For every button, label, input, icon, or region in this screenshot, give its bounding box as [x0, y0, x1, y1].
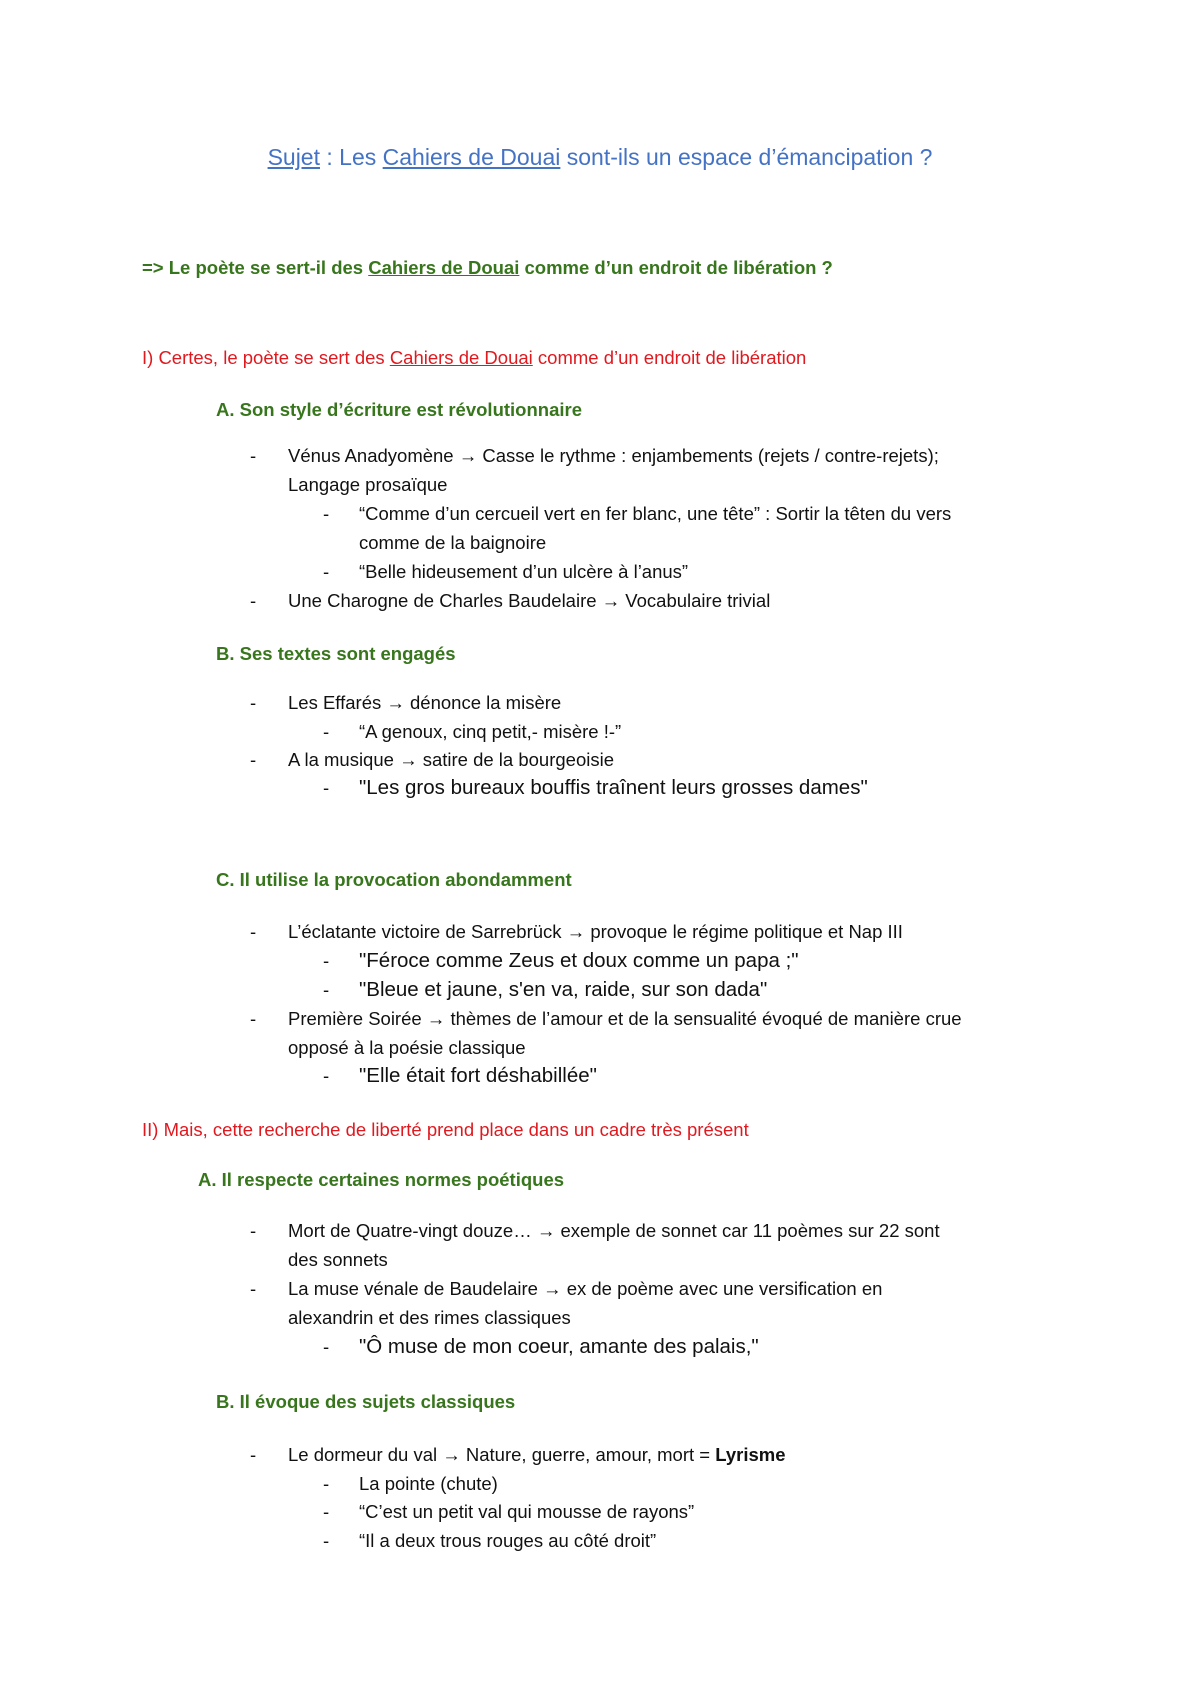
part1-heading — [142, 344, 806, 372]
bullet-dash: - — [323, 561, 330, 582]
part1-B-heading: B. Ses textes sont engagés — [216, 643, 456, 664]
bullet-dash: - — [250, 590, 257, 611]
bullet-text: "Elle était fort déshabillée" — [359, 1064, 597, 1087]
bullet-text: L’éclatante victoire de Sarrebrück → provoque le régime politique et Nap III — [288, 921, 903, 942]
bullet-text: "Les gros bureaux bouffis traînent leurs grosses dames" — [359, 776, 868, 799]
bullet-text-pre: Le dormeur du val → Nature, guerre, amour, mort = — [288, 1444, 716, 1465]
problematique — [142, 257, 833, 279]
bullet-dash: - — [323, 503, 330, 524]
bullet-dash: - — [250, 1220, 257, 1241]
bullet-dash: - — [250, 1008, 257, 1029]
part1-C-heading: C. Il utilise la provocation abondamment — [216, 869, 572, 890]
bullet-dash: - — [250, 1444, 257, 1465]
bullet-text-cont: Langage prosaïque — [288, 474, 448, 495]
question-prefix: => Le poète se sert-il des — [142, 257, 369, 278]
bullet-text: "Bleue et jaune, s'en va, raide, sur son dada" — [359, 978, 768, 1001]
bullet-text: A la musique → satire de la bourgeoisie — [288, 749, 614, 770]
bullet-text: Les Effarés → dénonce la misère — [288, 692, 562, 713]
title-sep: : Les — [320, 144, 383, 170]
title-sujet: Sujet — [267, 144, 320, 170]
bullet-dash: - — [323, 777, 330, 798]
bullet-text: “Comme d’un cercueil vert en fer blanc, une tête” : Sortir la têten du vers — [359, 503, 952, 524]
bullet-text: “C’est un petit val qui mousse de rayons” — [359, 1501, 695, 1522]
bullet-dash: - — [323, 950, 330, 971]
part2-B-heading: B. Il évoque des sujets classiques — [216, 1391, 516, 1412]
bullet-text: Une Charogne de Charles Baudelaire → Vocabulaire trivial — [288, 590, 771, 611]
part1-rest: comme d’un endroit de libération — [532, 347, 807, 368]
bullet-text: “Il a deux trous rouges au côté droit” — [359, 1530, 657, 1551]
bullet-dash: - — [323, 1473, 330, 1494]
bullet-text: “A genoux, cinq petit,- misère !-” — [359, 721, 622, 742]
part1-work: Cahiers de Douai — [389, 347, 533, 368]
bullet-dash: - — [323, 721, 330, 742]
bullet-text: "Féroce comme Zeus et doux comme un papa ;" — [359, 949, 799, 972]
part1-prefix: I) Certes, le poète se sert des — [142, 347, 390, 368]
bullet-text: "Ô muse de mon coeur, amante des palais," — [359, 1335, 759, 1358]
bullet-dash: - — [323, 979, 330, 1000]
question-rest: comme d’un endroit de libération ? — [519, 257, 833, 278]
title-work: Cahiers de Douai — [382, 144, 561, 170]
document-title — [0, 144, 1200, 171]
bullet-dash: - — [323, 1501, 330, 1522]
bullet-text-cont: opposé à la poésie classique — [288, 1037, 526, 1058]
bullet-text — [288, 1441, 786, 1469]
bullet-dash: - — [250, 1278, 257, 1299]
bullet-dash: - — [323, 1530, 330, 1551]
bullet-text: Première Soirée → thèmes de l’amour et de la sensualité évoqué de manière crue — [288, 1008, 962, 1029]
title-rest: sont-ils un espace d’émancipation ? — [560, 144, 933, 170]
bullet-text-cont: des sonnets — [288, 1249, 388, 1270]
part2-heading: II) Mais, cette recherche de liberté prend place dans un cadre très présent — [142, 1119, 749, 1140]
bullet-dash: - — [323, 1065, 330, 1086]
bullet-dash: - — [250, 445, 257, 466]
bullet-text: La pointe (chute) — [359, 1473, 498, 1494]
part2-A-heading: A. Il respecte certaines normes poétiques — [198, 1169, 565, 1190]
bullet-text-cont: comme de la baignoire — [359, 532, 547, 553]
bullet-text: “Belle hideusement d’un ulcère à l’anus” — [359, 561, 689, 582]
bullet-dash: - — [323, 1336, 330, 1357]
bullet-text: Mort de Quatre-vingt douze… → exemple de sonnet car 11 poèmes sur 22 sont — [288, 1220, 940, 1241]
bullet-dash: - — [250, 749, 257, 770]
bullet-text: La muse vénale de Baudelaire → ex de poème avec une versification en — [288, 1278, 883, 1299]
bullet-text: Vénus Anadyomène → Casse le rythme : enjambements (rejets / contre-rejets); — [288, 445, 939, 466]
part1-A-heading: A. Son style d’écriture est révolutionnaire — [216, 399, 582, 420]
bullet-text-cont: alexandrin et des rimes classiques — [288, 1307, 571, 1328]
bullet-dash: - — [250, 692, 257, 713]
bullet-text-bold: Lyrisme — [715, 1444, 786, 1465]
bullet-dash: - — [250, 921, 257, 942]
question-work: Cahiers de Douai — [368, 257, 520, 278]
